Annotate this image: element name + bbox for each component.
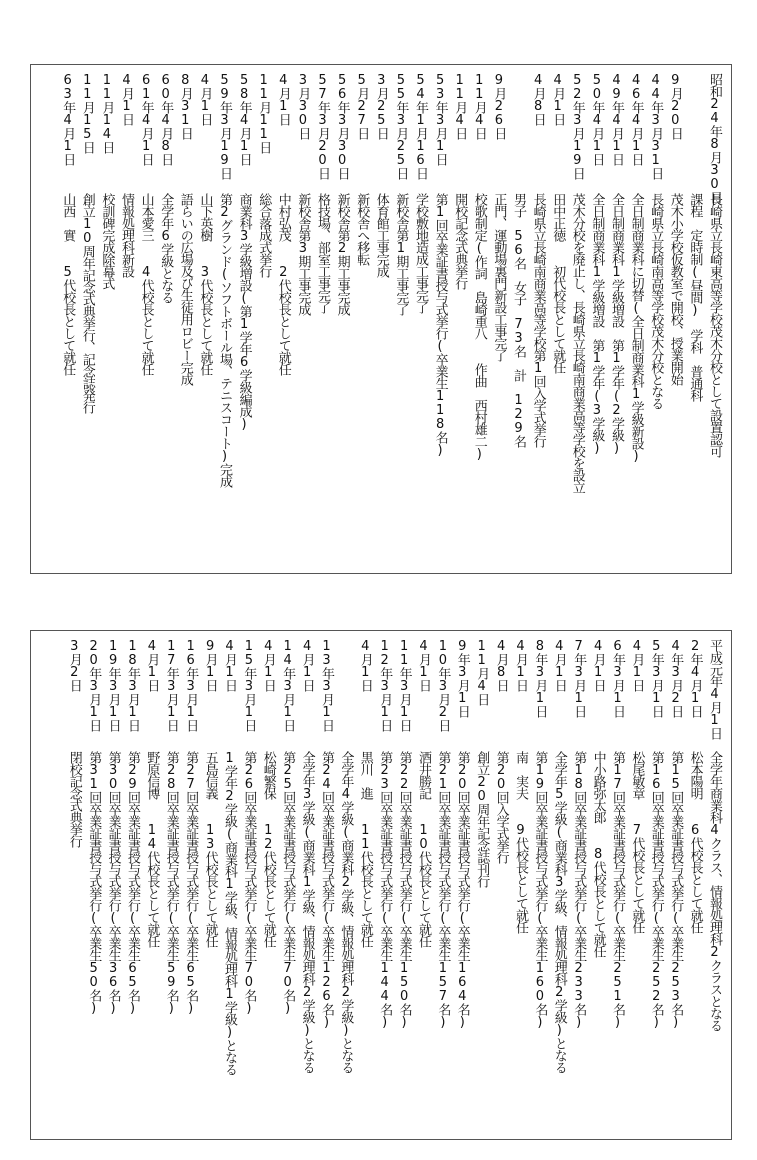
entry-date: 5月27日 xyxy=(354,73,370,139)
entry-event: 黒川 進 11代校長として就任 xyxy=(357,751,373,947)
timeline-entry xyxy=(705,631,723,1139)
timeline-entry xyxy=(509,65,527,573)
entry-event: 情報処理科新設 xyxy=(119,193,134,277)
entry-date: 9月26日 xyxy=(491,73,507,139)
entry-event: 第27回卒業証書授与式挙行(卒業生65名) xyxy=(183,751,199,1015)
entry-date: 55年3月25日 xyxy=(393,73,409,179)
timeline-entry xyxy=(372,65,390,573)
timeline-entry xyxy=(685,65,703,573)
timeline-entry xyxy=(162,631,180,1139)
entry-event: 第23回卒業証書授与式挙行(卒業生144名) xyxy=(377,751,393,1029)
timeline-entry xyxy=(123,631,141,1139)
entry-date: 60年4月8日 xyxy=(158,73,174,165)
entry-event: 1学年2学級(商業科1学級、情報処理科1学級)となる xyxy=(222,751,237,1075)
entry-date: 6年3月1日 xyxy=(610,639,625,717)
entry-date: 4月1日 xyxy=(144,639,160,691)
timeline-entry xyxy=(647,631,665,1139)
entry-event: 創立10周年記念式典挙行、記念誌発行 xyxy=(79,193,95,413)
timeline-entry xyxy=(137,65,155,573)
entry-date: 11年3月1日 xyxy=(396,639,412,731)
entry-event: 第25回卒業証書授与式挙行(卒業生70名) xyxy=(280,751,296,1015)
entry-event: 第20回卒業証書授与式挙行(卒業生164名) xyxy=(454,751,470,1029)
timeline-entry xyxy=(352,65,370,573)
entry-event: 全日制商業科に切替(全日制商業科1学級新設) xyxy=(628,193,644,463)
timeline-entry xyxy=(391,65,409,573)
timeline-entry xyxy=(646,65,664,573)
timeline-entry xyxy=(472,631,490,1139)
entry-event: 第17回卒業証書授与式挙行(卒業生251名) xyxy=(610,751,625,1029)
entry-date: 57年3月20日 xyxy=(315,73,330,179)
entry-event: 全日制商業科1学級増設 第1学年(2学級) xyxy=(609,193,624,455)
entry-event: 山西 實 5代校長として就任 xyxy=(60,193,76,375)
entry-date: 50年4月1日 xyxy=(589,73,605,165)
entry-event: 長崎県立長崎南商業高等学校第1回入学式挙行 xyxy=(530,193,546,447)
entry-date: 4月8日 xyxy=(530,73,546,125)
timeline-entry xyxy=(569,631,587,1139)
timeline-entry xyxy=(589,631,607,1139)
entry-event: 全学年6学級となる xyxy=(158,193,174,303)
timeline-entry xyxy=(608,631,626,1139)
timeline-entry xyxy=(333,65,351,573)
entry-date: 12年3月1日 xyxy=(377,639,393,731)
timeline-entry xyxy=(117,65,135,573)
timeline-entry xyxy=(431,65,449,573)
timeline-entry xyxy=(254,65,272,573)
timeline-entry xyxy=(550,631,568,1139)
entry-event: 全学年5学級(商業科3学級、情報処理科2学級)となる xyxy=(551,751,567,1073)
entry-date: 19年3月1日 xyxy=(105,639,121,731)
timeline-entry xyxy=(78,65,96,573)
entry-date: 11月4日 xyxy=(471,73,487,139)
timeline-entry xyxy=(278,631,296,1139)
entry-event: 新校舎第3期工事完成 xyxy=(295,193,311,315)
entry-date: 4月1日 xyxy=(197,73,213,125)
entry-date: 44年3月31日 xyxy=(648,73,664,179)
entry-event: 第19回卒業証書授与式挙行(卒業生160名) xyxy=(532,751,548,1029)
entry-event: 田中正徳 初代校長として就任 xyxy=(550,193,566,373)
entry-event: 課程 定時制(昼間) 学科 普通科 xyxy=(687,193,703,401)
timeline-entry xyxy=(336,631,354,1139)
entry-event: 新校舎第2期工事完成 xyxy=(334,193,350,315)
timeline-entry xyxy=(220,631,238,1139)
timeline-entry xyxy=(317,631,335,1139)
entry-date: 11月4日 xyxy=(452,73,468,139)
entry-event: 正門、運動場裏門新設工事完了 xyxy=(491,193,507,361)
entry-date: 8年3月1日 xyxy=(532,639,548,717)
timeline-entry xyxy=(607,65,625,573)
entry-date: 58年4月1日 xyxy=(236,73,252,165)
timeline-entry xyxy=(142,631,160,1139)
entry-event: 新校舎第1期工事完了 xyxy=(393,193,409,315)
timeline-entry xyxy=(313,65,331,573)
history-panel-heisei xyxy=(30,630,732,1140)
timeline-entry xyxy=(104,631,122,1139)
entry-date: 11月11日 xyxy=(256,73,272,153)
entry-date: 49年4月1日 xyxy=(609,73,624,165)
entry-event: 校訓碑完成除幕式 xyxy=(99,193,115,289)
timeline-entry xyxy=(195,65,213,573)
entry-date: 4月1日 xyxy=(222,639,237,691)
entry-event: 山本愛三 4代校長として就任 xyxy=(138,193,154,375)
entry-date: 4月1日 xyxy=(550,73,566,125)
timeline-entry xyxy=(65,631,83,1139)
timeline-entry xyxy=(489,65,507,573)
entry-event: 酒井勝記 10代校長として就任 xyxy=(416,751,431,947)
entry-event: 第2グランド(ソフトボール場、テニスコート)完成 xyxy=(217,193,232,487)
entry-event: 閉校記念式典挙行 xyxy=(66,751,82,847)
entry-event: 第24回卒業証書授与式挙行(卒業生126名) xyxy=(319,751,334,1029)
timeline-entry xyxy=(666,631,684,1139)
entry-date: 61年4月1日 xyxy=(138,73,154,165)
entry-event: 総合落成式挙行 xyxy=(256,193,272,277)
entry-date: 18年3月1日 xyxy=(125,639,140,731)
entry-event: 学校敷地造成工事完了 xyxy=(413,193,428,313)
entry-event: 中小路弥太郎 8代校長として就任 xyxy=(590,751,606,957)
entry-event: 第21回卒業証書授与式挙行(卒業生157名) xyxy=(435,751,451,1029)
timeline-entry xyxy=(274,65,292,573)
timeline-entry xyxy=(239,631,257,1139)
entry-date: 3月2日 xyxy=(66,639,82,691)
entry-date: 15年3月1日 xyxy=(241,639,257,731)
entry-date: 3月30日 xyxy=(295,73,311,139)
history-panel-showa xyxy=(30,64,732,574)
entry-event: 第16回卒業証書授与式挙行(卒業生252名) xyxy=(648,751,664,1029)
entry-date: 8月31日 xyxy=(177,73,193,139)
entry-event: 第18回卒業証書授与式挙行(卒業生233名) xyxy=(571,751,587,1029)
entry-date: 平成元年4月1日 xyxy=(707,639,722,739)
entry-event: 第20回入学式挙行 xyxy=(493,751,509,863)
entry-date: 20年3月1日 xyxy=(86,639,102,731)
entry-event: 男子 56名 女子 73名 計 129名 xyxy=(511,193,526,447)
entry-event: 第28回卒業証書授与式挙行(卒業生59名) xyxy=(163,751,179,1015)
entry-date: 11月15日 xyxy=(79,73,95,153)
entry-event: 第26回卒業証書授与式挙行(卒業生70名) xyxy=(241,751,257,1015)
entry-event: 創立20周年記念誌刊行 xyxy=(474,751,490,887)
timeline-entry xyxy=(156,65,174,573)
entry-date: 3月25日 xyxy=(373,73,389,139)
entry-date: 14年3月1日 xyxy=(280,639,296,731)
entry-event: 第29回卒業証書授与式挙行(卒業生65名) xyxy=(125,751,140,1015)
entry-date: 4月1日 xyxy=(416,639,431,691)
entry-event: 中村弘茂 2代校長として就任 xyxy=(275,193,291,375)
timeline-entry xyxy=(529,65,547,573)
entry-event: 商業科3学級増設(第1学年6学級編成) xyxy=(236,193,252,431)
entry-date: 4月1日 xyxy=(260,639,276,691)
entry-date: 9月1日 xyxy=(202,639,218,691)
entry-event: 全学年4学級(商業科2学級、情報処理科2学級)となる xyxy=(338,751,354,1073)
entry-date: 56年3月30日 xyxy=(334,73,350,179)
timeline-entry xyxy=(587,65,605,573)
timeline-entry xyxy=(293,65,311,573)
entry-date: 63年4月1日 xyxy=(60,73,76,165)
entry-event: 全日制商業科1学級増設 第1学年(3学級) xyxy=(589,193,605,455)
timeline-entry xyxy=(84,631,102,1139)
entry-date: 52年3月19日 xyxy=(569,73,585,179)
timeline-entry xyxy=(433,631,451,1139)
entry-event: 南 実夫 9代校長として就任 xyxy=(513,751,528,933)
timeline-entry xyxy=(97,65,115,573)
entry-date: 昭和24年8月30日 xyxy=(707,73,722,203)
entry-event: 野原信博 14代校長として就任 xyxy=(144,751,160,947)
timeline-entry xyxy=(259,631,277,1139)
entry-event: 長崎県立長崎東高等学校茂木分校として設置認可 xyxy=(707,193,722,457)
entry-date: 9年3月1日 xyxy=(454,639,470,717)
timeline-entry xyxy=(450,65,468,573)
entry-event: 第15回卒業証書授与式挙行(卒業生253名) xyxy=(668,751,684,1029)
timeline-entry xyxy=(627,631,645,1139)
timeline-entry xyxy=(511,631,529,1139)
timeline-entry xyxy=(411,65,429,573)
entry-date: 4年3月2日 xyxy=(668,639,684,717)
timeline-entry xyxy=(201,631,219,1139)
entry-event: 長崎県立長崎南高等学校茂木分校となる xyxy=(648,193,664,409)
entry-event: 松尾敏章 7代校長として就任 xyxy=(629,751,645,933)
timeline-entry xyxy=(176,65,194,573)
timeline-entry xyxy=(215,65,233,573)
timeline-entry xyxy=(453,631,471,1139)
timeline-entry xyxy=(530,631,548,1139)
entry-date: 46年4月1日 xyxy=(628,73,644,165)
entry-event: 第22回卒業証書授与式挙行(卒業生150名) xyxy=(396,751,412,1029)
entry-event: 語らいの広場及び生徒用ロビー完成 xyxy=(177,193,193,385)
entry-date: 4月1日 xyxy=(590,639,606,691)
timeline-entry xyxy=(235,65,253,573)
timeline-entry xyxy=(356,631,374,1139)
timeline-entry xyxy=(705,65,723,573)
entry-date: 11月4日 xyxy=(474,639,490,705)
entry-event: 第31回卒業証書授与式挙行(卒業生50名) xyxy=(86,751,102,1015)
entry-date: 11月14日 xyxy=(99,73,115,153)
entry-date: 4月8日 xyxy=(493,639,509,691)
entry-date: 17年3月1日 xyxy=(163,639,179,731)
entry-date: 13年3月1日 xyxy=(319,639,334,731)
entry-date: 7年3月1日 xyxy=(571,639,587,717)
timeline-entry xyxy=(627,65,645,573)
entry-event: 格技場、部室工事完了 xyxy=(315,193,330,313)
entry-event: 全学年3学級(商業科1学級、情報処理科2学級)となる xyxy=(299,751,315,1073)
entry-date: 5年3月1日 xyxy=(648,639,664,717)
entry-event: 全学年商業科4クラス、情報処理科2クラスとなる xyxy=(707,751,722,1031)
entry-date: 4月1日 xyxy=(357,639,373,691)
entry-event: 五島信義 13代校長として就任 xyxy=(202,751,218,947)
entry-event: 山下英樹 3代校長として就任 xyxy=(197,193,213,375)
entry-date: 4月1日 xyxy=(551,639,567,691)
entry-date: 4月1日 xyxy=(513,639,528,691)
timeline-entry xyxy=(395,631,413,1139)
entry-event: 茂木分校を廃止し、長崎県立長崎南商業高等学校を設立 xyxy=(569,193,585,493)
timeline-entry xyxy=(181,631,199,1139)
entry-date: 4月1日 xyxy=(629,639,645,691)
timeline-entry xyxy=(548,65,566,573)
timeline-entry xyxy=(568,65,586,573)
entry-date: 9月20日 xyxy=(667,73,683,139)
timeline-entry xyxy=(686,631,704,1139)
entry-date: 16年3月1日 xyxy=(183,639,199,731)
timeline-entry xyxy=(470,65,488,573)
entry-date: 4月1日 xyxy=(275,73,291,125)
entry-date: 59年3月19日 xyxy=(217,73,232,179)
entry-event: 松本陽明 6代校長として就任 xyxy=(687,751,703,933)
timeline-entry xyxy=(375,631,393,1139)
entry-date: 4月1日 xyxy=(299,639,315,691)
entry-event: 第1回卒業証書授与式挙行(卒業生118名) xyxy=(432,193,448,457)
timeline-entry xyxy=(414,631,432,1139)
entry-event: 第30回卒業証書授与式挙行(卒業生36名) xyxy=(105,751,121,1015)
entry-date: 53年3月1日 xyxy=(432,73,448,165)
entry-event: 開校記念式典挙行 xyxy=(452,193,468,289)
entry-event: 松崎繁保 12代校長として就任 xyxy=(260,751,276,947)
timeline-entry xyxy=(492,631,510,1139)
entry-event: 新校舎へ移転 xyxy=(354,193,370,265)
entry-date: 4月1日 xyxy=(119,73,134,125)
entry-date: 10年3月2日 xyxy=(435,639,451,731)
entry-date: 54年1月16日 xyxy=(413,73,428,179)
entry-event: 茂木小学校仮教室で開校、授業開始 xyxy=(667,193,683,385)
entry-date: 2年4月1日 xyxy=(687,639,703,717)
timeline-entry xyxy=(666,65,684,573)
timeline-entry xyxy=(298,631,316,1139)
entry-event: 校歌制定(作詞 島崎重八 作曲 西村雄二) xyxy=(471,193,487,461)
timeline-entry xyxy=(58,65,76,573)
entry-event: 体育館工事完成 xyxy=(373,193,389,277)
